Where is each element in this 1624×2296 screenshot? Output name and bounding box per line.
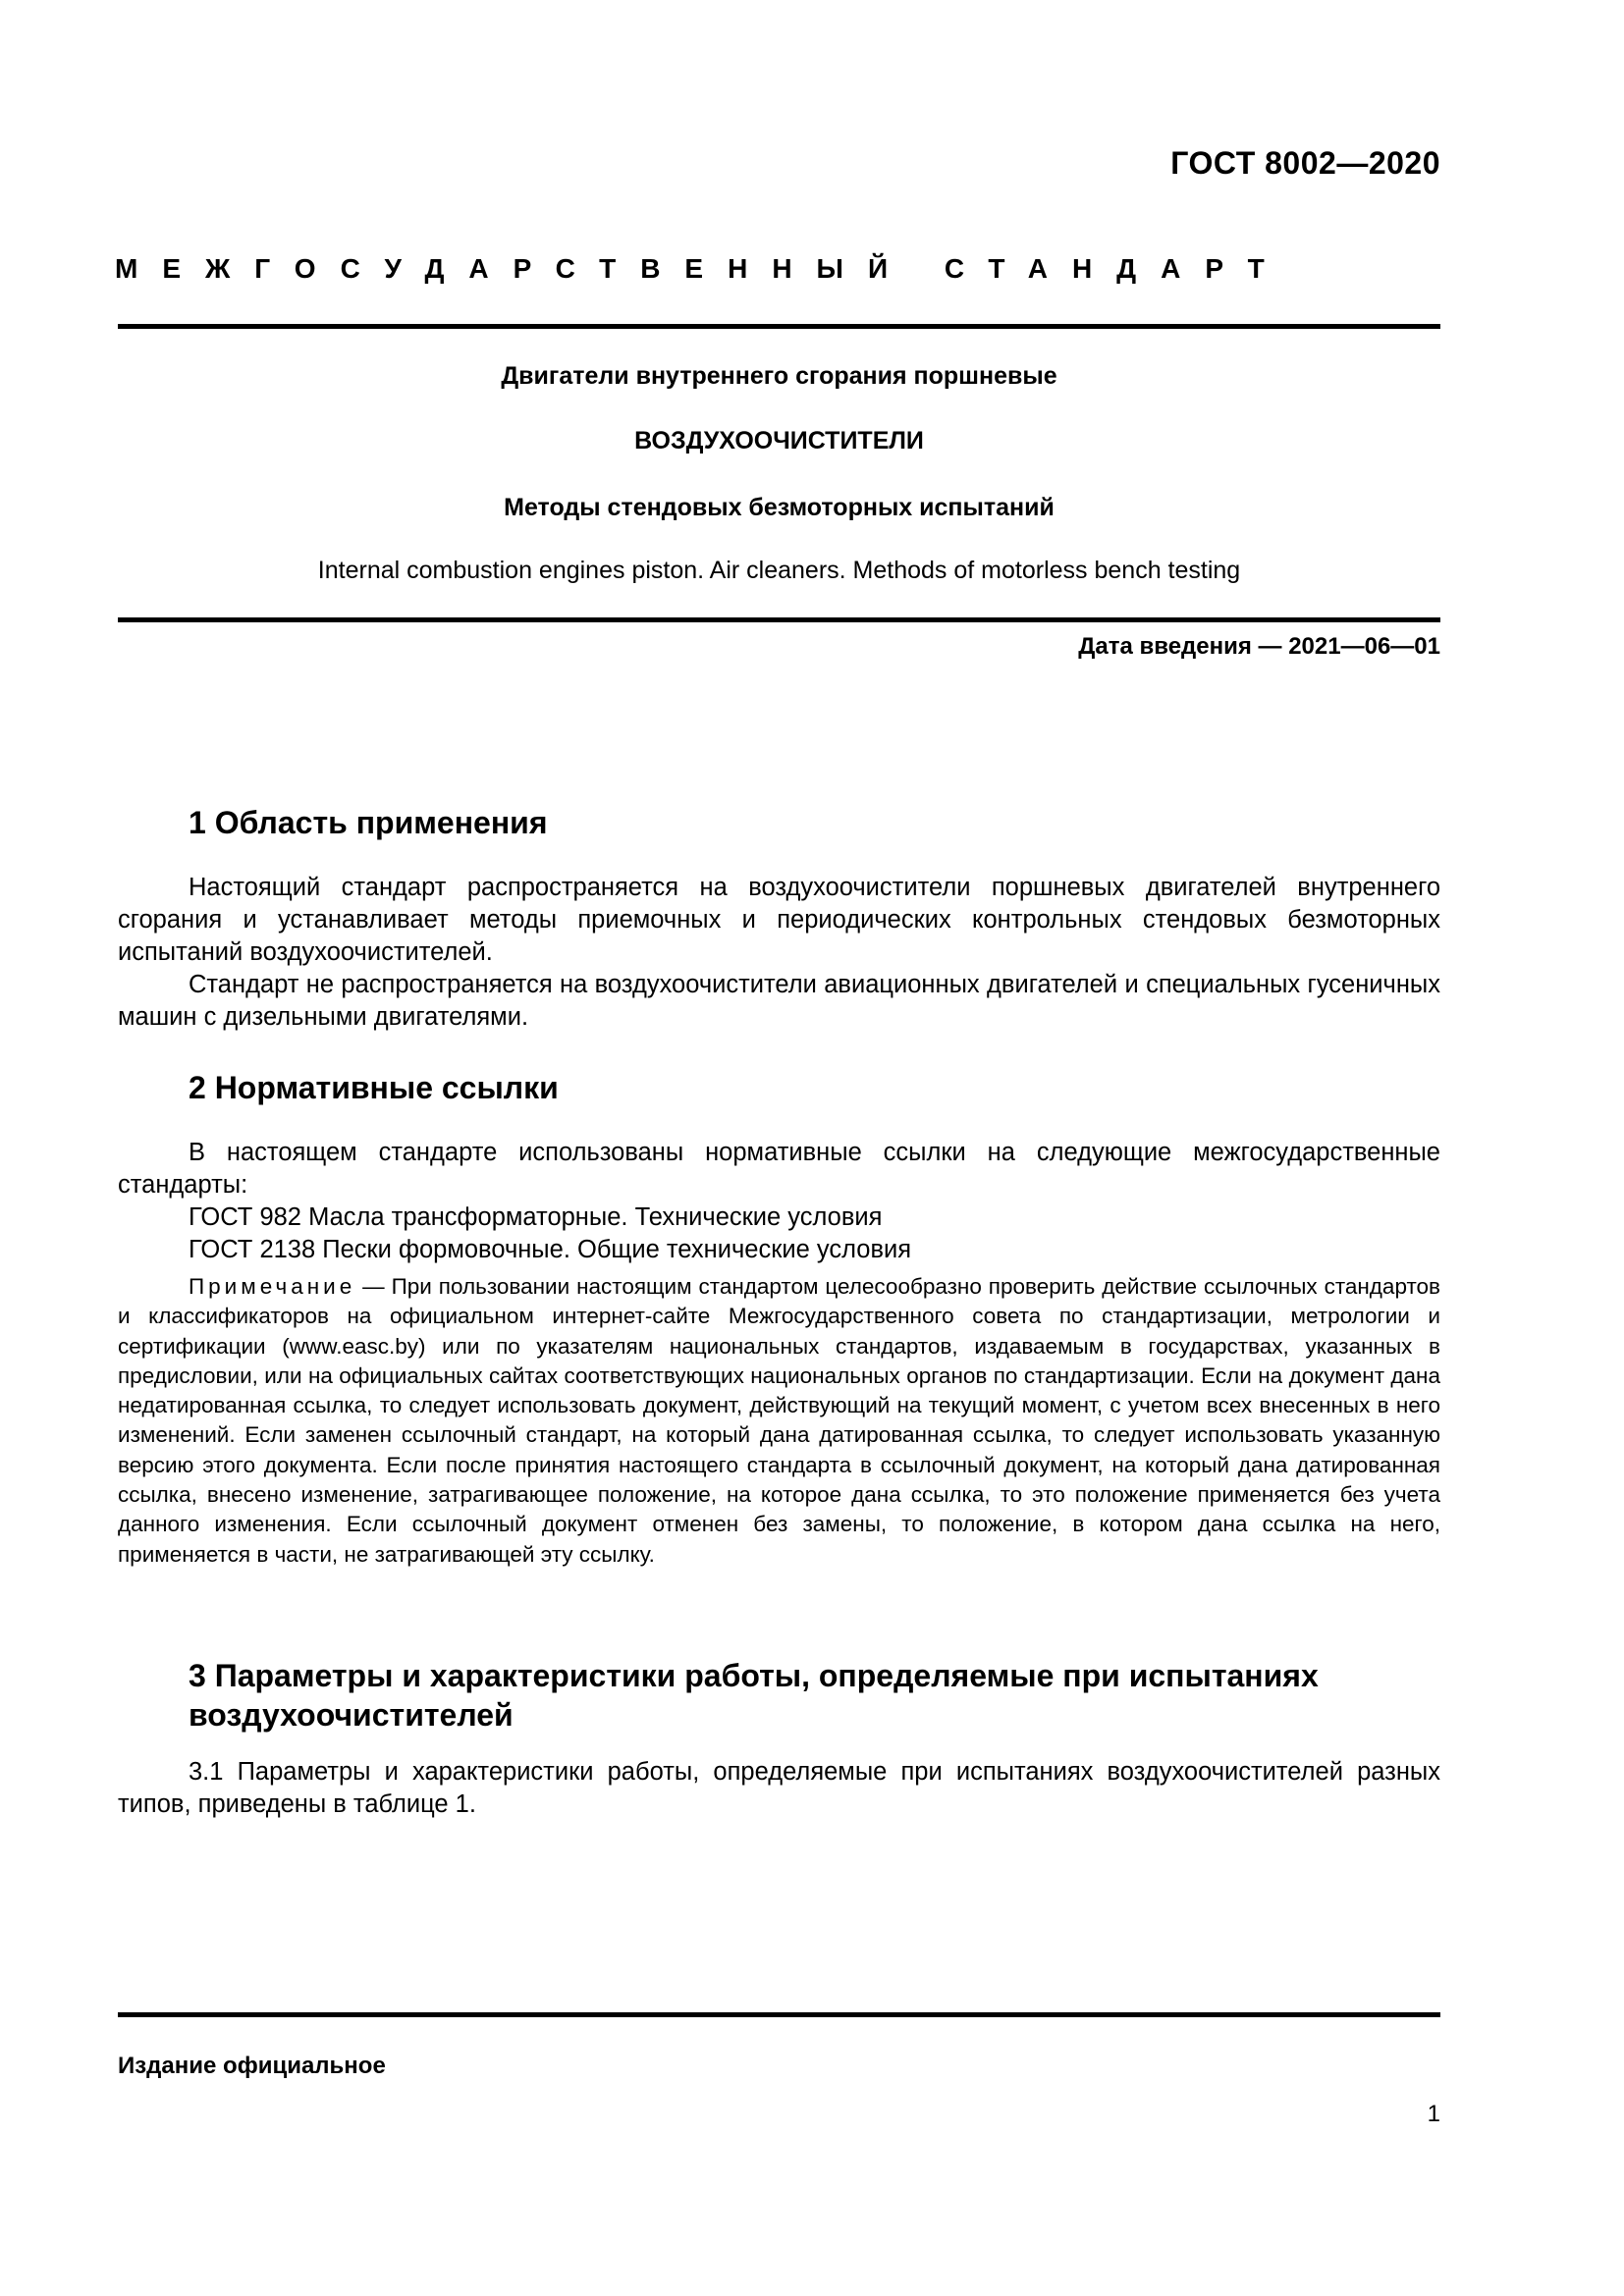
- section-1-paragraph-2: Стандарт не распространяется на воздухоочистители авиационных двигателей и специальных гусеничных машин с дизельными двигателями.: [118, 971, 1440, 1031]
- note-paragraph: [118, 1272, 1440, 1570]
- section-2-heading: 2 Нормативные ссылки: [189, 1070, 559, 1105]
- title-line-1: Двигатели внутреннего сгорания поршневые: [501, 362, 1057, 390]
- section-1: [118, 803, 1440, 1034]
- section-1-heading: 1 Область применения: [189, 805, 548, 840]
- section-1-paragraph-1: Настоящий стандарт распространяется на воздухоочистители поршневых двигателей внутреннего сгорания и устанавливает методы приемочных и периодических контрольных стендовых безмоторных испытаний воздухоочистителей.: [118, 874, 1440, 966]
- title-line-2: ВОЗДУХООЧИСТИТЕЛИ: [634, 427, 924, 454]
- section-3-heading-line-2: воздухоочистителей: [189, 1697, 514, 1733]
- section-3: [118, 1656, 1440, 1821]
- standard-kind-heading: МЕЖГОСУДАРСТВЕННЫЙ СТАНДАРТ: [115, 253, 1289, 284]
- title-rule: [118, 617, 1440, 622]
- note-label: Примечание: [189, 1274, 356, 1299]
- note-text: — При пользовании настоящим стандартом целесообразно проверить действие ссылочных стандартов и классификаторов на официальном интернет-сайте Межгосударственного совета по стандартизации, метрологии и сертификации (www.easc.by) или по указателям национальных стандартов, издаваемым в государствах, указанных в предисловии, или на официальных сайтах соответствующих национальных органов по стандартизации. Если на документ дана недатированная ссылка, то следует использовать документ, действующий на текущий момент, с учетом всех внесенных в него изменений. Если заменен ссылочный стандарт, на который дана датированная ссылка, то следует использовать указанную версию этого документа. Если после принятия настоящего стандарта в ссылочный документ, на который дана датированная ссылка, внесено изменение, затрагивающее положение, на которое дана ссылка, то это положение применяется без учета данного изменения. Если ссылочный документ отменен без замены, то положение, в котором дана ссылка на него, применяется в части, не затрагивающей эту ссылку.: [118, 1274, 1440, 1567]
- page-number: 1: [1427, 2101, 1440, 2127]
- introduction-date: Дата введения — 2021—06—01: [1078, 633, 1440, 660]
- reference-gost-982: ГОСТ 982 Масла трансформаторные. Технические условия: [189, 1203, 883, 1231]
- footer-rule: [118, 2012, 1440, 2017]
- top-rule: [118, 324, 1440, 329]
- english-title: Internal combustion engines piston. Air cleaners. Methods of motorless bench testing: [317, 557, 1241, 584]
- edition-label: Издание официальное: [118, 2053, 386, 2079]
- section-3-paragraph-1: 3.1 Параметры и характеристики работы, определяемые при испытаниях воздухоочистителей разных типов, приведены в таблице 1.: [118, 1758, 1440, 1818]
- section-3-heading-line-1: 3 Параметры и характеристики работы, определяемые при испытаниях: [189, 1658, 1319, 1693]
- reference-gost-2138: ГОСТ 2138 Пески формовочные. Общие технические условия: [189, 1236, 912, 1263]
- section-2-paragraph-1: В настоящем стандарте использованы нормативные ссылки на следующие межгосударственные стандарты:: [118, 1139, 1440, 1199]
- section-2: [118, 1068, 1440, 1570]
- document-code: ГОСТ 8002—2020: [1170, 145, 1440, 181]
- title-line-3: Методы стендовых безмоторных испытаний: [504, 494, 1055, 521]
